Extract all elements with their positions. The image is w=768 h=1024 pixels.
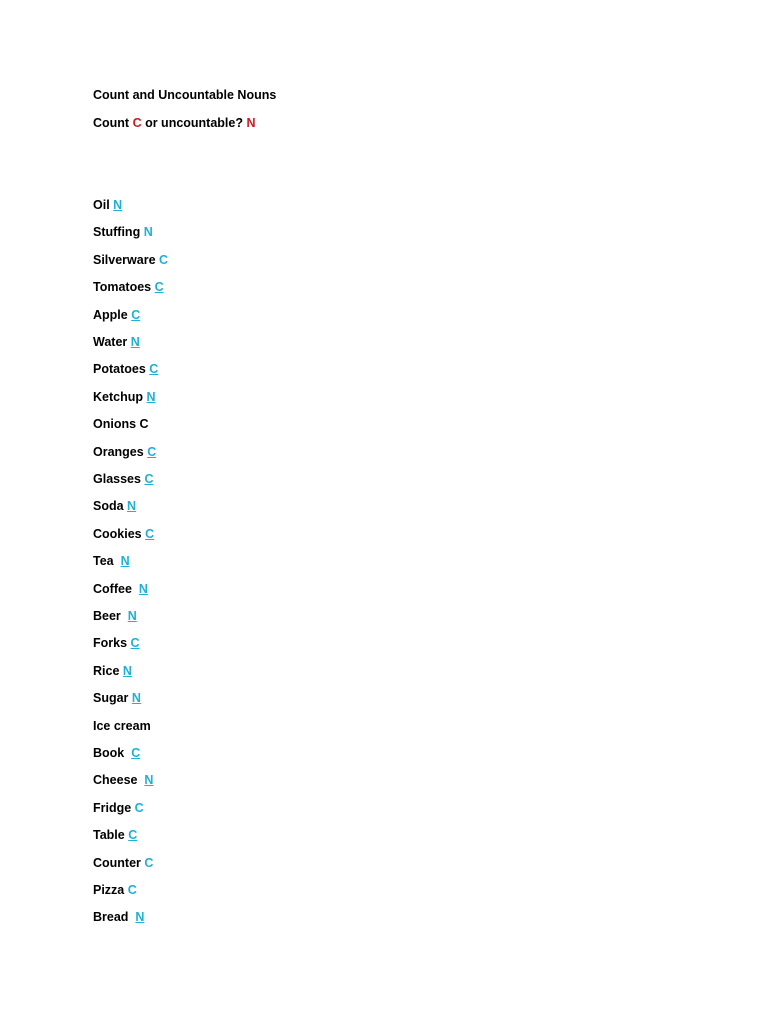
- noun-word: Fridge: [93, 800, 135, 815]
- noun-answer: N: [138, 581, 148, 596]
- list-item: [93, 882, 137, 898]
- list-item: [93, 526, 154, 542]
- noun-answer: C: [144, 855, 154, 870]
- noun-word: Oranges: [93, 444, 148, 459]
- list-item: [93, 663, 132, 679]
- list-item: [93, 690, 141, 706]
- noun-word: Glasses: [93, 472, 145, 486]
- noun-word: Ice cream: [93, 718, 151, 733]
- noun-word: Oil: [93, 198, 114, 212]
- noun-answer: C: [128, 828, 138, 843]
- noun-answer: C: [139, 417, 149, 432]
- list-item: [93, 498, 136, 514]
- noun-answer: N: [131, 691, 141, 706]
- noun-word: Cookies: [93, 526, 146, 541]
- list-item: [93, 827, 137, 843]
- noun-answer: C: [134, 800, 144, 815]
- list-item: [93, 855, 153, 871]
- list-item: [93, 444, 156, 460]
- list-item: [93, 416, 149, 432]
- list-item: [93, 909, 144, 925]
- noun-answer: N: [146, 389, 156, 404]
- noun-answer: C: [154, 280, 164, 295]
- noun-word: Tea: [93, 554, 121, 569]
- noun-answer: C: [131, 307, 141, 322]
- list-item: [93, 608, 137, 624]
- list-item: [93, 635, 140, 651]
- noun-answer: N: [127, 609, 137, 623]
- noun-word: Soda: [93, 499, 128, 514]
- noun-answer: C: [144, 472, 154, 486]
- noun-answer: C: [145, 526, 155, 541]
- noun-answer: N: [127, 499, 137, 514]
- noun-word: Cheese: [93, 773, 145, 788]
- list-item: [93, 718, 151, 734]
- noun-answer: N: [135, 910, 145, 925]
- noun-word: Tomatoes: [93, 280, 155, 295]
- list-item: [93, 745, 140, 761]
- noun-word: Apple: [93, 307, 132, 322]
- list-item: [93, 279, 164, 295]
- list-item: [93, 224, 153, 240]
- noun-answer: C: [147, 444, 157, 459]
- list-item: [93, 553, 130, 569]
- noun-answer: N: [144, 773, 154, 788]
- noun-word: Coffee: [93, 581, 139, 596]
- noun-word: Onions: [93, 417, 140, 432]
- noun-word: Pizza: [93, 883, 128, 897]
- noun-answer: N: [143, 225, 153, 240]
- noun-answer: N: [113, 198, 123, 212]
- noun-word: Book: [93, 746, 132, 760]
- count-marker: C: [132, 116, 142, 130]
- noun-answer: N: [122, 663, 132, 678]
- list-item: [93, 581, 148, 597]
- noun-answer: C: [149, 362, 159, 377]
- noun-answer: C: [127, 883, 137, 897]
- list-item: [93, 197, 122, 213]
- noun-word: Bread: [93, 910, 136, 925]
- list-item: [93, 772, 153, 788]
- subtitle-middle: or uncountable?: [141, 116, 247, 130]
- subtitle-prefix: Count: [93, 116, 133, 130]
- noun-word: Ketchup: [93, 389, 147, 404]
- noun-word: Forks: [93, 636, 131, 651]
- noun-answer: N: [120, 554, 130, 569]
- page-title: Count and Uncountable Nouns: [93, 88, 277, 102]
- noun-answer: N: [130, 335, 140, 349]
- noun-word: Rice: [93, 663, 123, 678]
- list-item: [93, 389, 156, 405]
- list-item: [93, 334, 140, 350]
- list-item: [93, 471, 153, 487]
- noun-answer: C: [159, 252, 169, 267]
- noun-word: Table: [93, 828, 129, 843]
- noun-word: Water: [93, 335, 131, 349]
- list-item: [93, 800, 144, 816]
- noun-word: Potatoes: [93, 362, 150, 377]
- noun-word: Beer: [93, 609, 128, 623]
- noun-word: Silverware: [93, 252, 160, 267]
- noun-word: Sugar: [93, 691, 132, 706]
- list-item: [93, 307, 140, 323]
- noun-answer: C: [131, 746, 141, 760]
- page-subtitle: [93, 115, 256, 131]
- noun-word: Stuffing: [93, 225, 144, 240]
- noun-answer: C: [130, 636, 140, 651]
- list-item: [93, 361, 158, 377]
- document-page: [93, 0, 768, 1024]
- list-item: [93, 252, 168, 268]
- uncountable-marker: N: [246, 116, 256, 130]
- noun-word: Counter: [93, 855, 145, 870]
